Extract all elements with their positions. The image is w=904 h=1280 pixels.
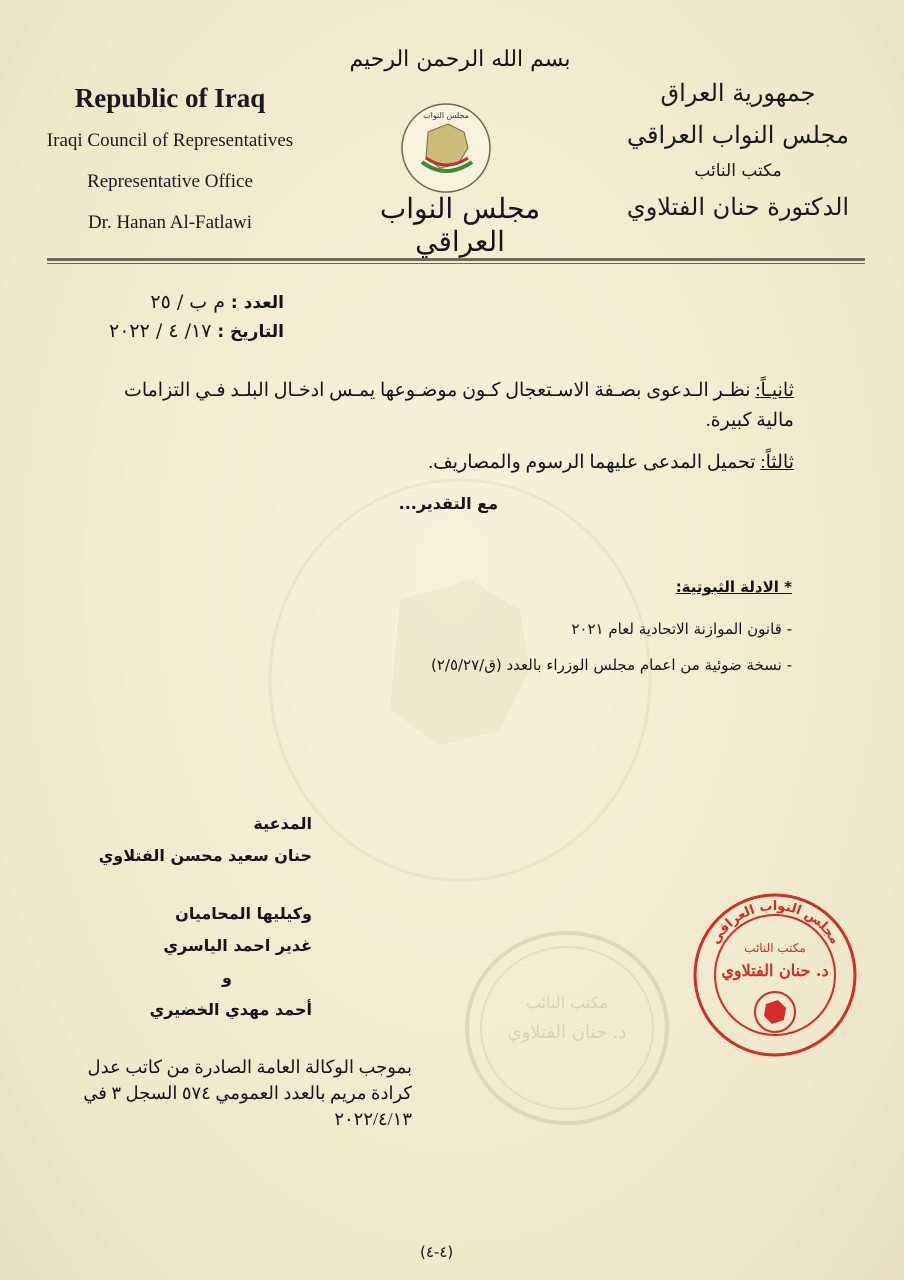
closing-regards: مع التقدير... bbox=[398, 494, 498, 513]
evidence-title: * الادلة الثبوتية: bbox=[675, 578, 792, 596]
paragraph-third-text: تحميل المدعى عليهما الرسوم والمصاريف. bbox=[428, 452, 756, 473]
logo-text: مجلس النواب bbox=[423, 111, 469, 120]
reference-number bbox=[34, 288, 284, 317]
red-stamp-office: مكتب النائب bbox=[744, 941, 806, 955]
reference-number-label: العدد : bbox=[230, 293, 284, 313]
evidence-item: - قانون الموازنة الاتحادية لعام ٢٠٢١ bbox=[571, 620, 792, 638]
poa-line: كرادة مريم بالعدد العمومي ٥٧٤ السجل ٣ في bbox=[83, 1083, 412, 1103]
paragraph-third-prefix: ثالثاً: bbox=[760, 452, 794, 473]
reference-number-value: م ب / ٢٥ bbox=[150, 291, 225, 313]
page-number: (٤-٤) bbox=[420, 1243, 454, 1261]
plaintiff-label: المدعية bbox=[253, 814, 312, 833]
signature-block bbox=[0, 808, 312, 872]
paragraph-second bbox=[104, 376, 794, 436]
council-watermark bbox=[250, 470, 670, 890]
center-letterhead bbox=[330, 40, 590, 80]
header-rule bbox=[47, 258, 865, 261]
council-name-calligraphy: مجلس النواب العراقي bbox=[379, 192, 541, 258]
attorney-name: غدير احمد الياسري bbox=[163, 936, 312, 955]
attorneys-block bbox=[0, 898, 312, 1026]
letterhead-country: Republic of Iraq bbox=[74, 83, 266, 113]
letterhead-council-ar: مجلس النواب العراقي bbox=[627, 121, 849, 149]
letterhead-representative-ar: الدكتورة حنان الفتلاوي bbox=[626, 193, 850, 221]
svg-text:مجلس النواب العراقي bbox=[708, 899, 842, 947]
red-stamp-ring-text: مجلس النواب العراقي bbox=[707, 898, 843, 947]
reference-date bbox=[34, 317, 284, 346]
paragraph-second-text: نظـر الـدعوى بصـفة الاسـتعجال كـون موضـوعها يمـس ادخـال البلـد فـي التزامات مالية كبيرة. bbox=[123, 380, 794, 431]
attorney-name: أحمد مهدي الخضيري bbox=[149, 1000, 312, 1019]
poa-line: بموجب الوكالة العامة الصادرة من كاتب عدل bbox=[87, 1057, 412, 1077]
paragraph-second-prefix: ثانيـاً: bbox=[755, 380, 794, 401]
letterhead-representative: Dr. Hanan Al-Fatlawi bbox=[87, 212, 253, 233]
reference-date-label: التاريخ : bbox=[217, 322, 284, 342]
letterhead-office-ar: مكتب النائب bbox=[694, 161, 782, 181]
power-of-attorney bbox=[42, 1054, 412, 1132]
conjunction: و bbox=[222, 968, 232, 987]
letterhead-office: Representative Office bbox=[87, 171, 253, 192]
letterhead-council: Iraqi Council of Representatives bbox=[46, 130, 294, 151]
embossed-seal-office: مكتب النائب bbox=[525, 993, 609, 1012]
official-red-stamp bbox=[690, 890, 860, 1060]
basmala: بسم الله الرحمن الرحيم bbox=[349, 47, 571, 72]
plaintiff-name: حنان سعيد محسن الفتلاوي bbox=[98, 846, 312, 865]
english-letterhead bbox=[40, 76, 300, 243]
embossed-seal bbox=[462, 928, 672, 1128]
header-rule-thin bbox=[47, 263, 865, 264]
poa-line: ٢٠٢٢/٤/١٣ bbox=[334, 1109, 412, 1129]
council-logo bbox=[398, 102, 494, 194]
arabic-letterhead bbox=[618, 72, 858, 228]
reference-date-value: ١٧/ ٤ / ٢٠٢٢ bbox=[109, 320, 212, 342]
paragraph-third bbox=[104, 448, 794, 478]
embossed-seal-name: د. حنان الفتلاوي bbox=[507, 1022, 627, 1043]
red-stamp-name: د. حنان الفتلاوي bbox=[721, 961, 829, 980]
evidence-item: - نسخة ضوئية من اعمام مجلس الوزراء بالعدد (ق/٢/٥/٢٧) bbox=[430, 656, 792, 674]
letterhead-country-ar: جمهورية العراق bbox=[660, 79, 816, 107]
attorneys-label: وكيليها المحاميان bbox=[175, 904, 312, 923]
reference-block bbox=[34, 288, 284, 346]
